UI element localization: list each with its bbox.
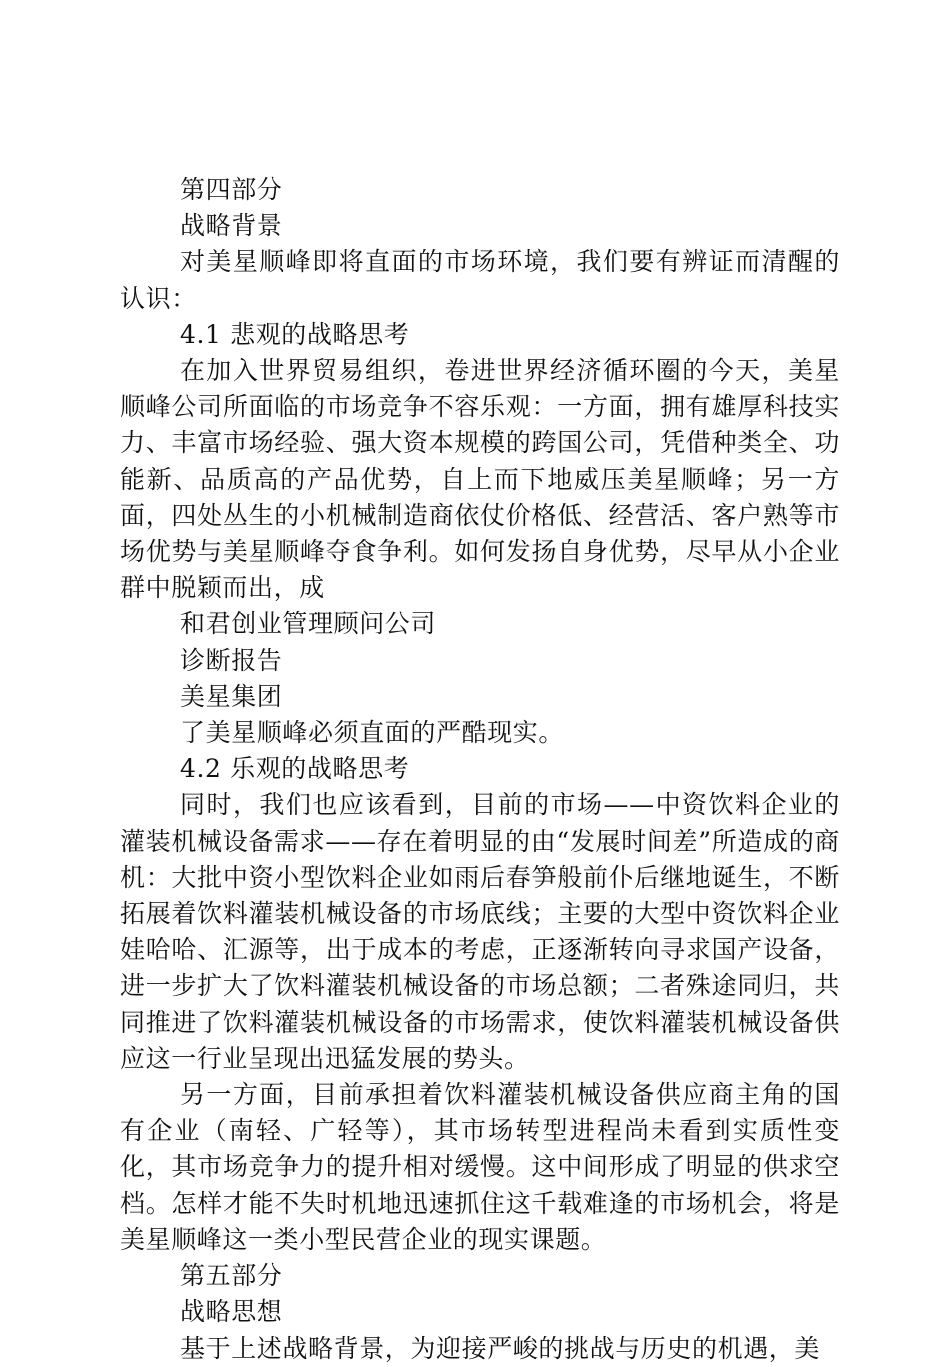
section-4-1-paragraph: 在加入世界贸易组织，卷进世界经济循环圈的今天，美星顺峰公司所面临的市场竞争不容乐观：一方面，拥有雄厚科技实力、丰富市场经验、强大资本规模的跨国公司，凭借种类全、功能新、品质高的产品优势，自上而下地威压美星顺峰；另一方面，四处丛生的小机械制造商依仗价格低、经营活、客户熟等市场优势与美星顺峰夺食争利。如何发扬自身优势，尽早从小企业群中脱颖而出，成 xyxy=(120,356,840,603)
footer-company: 和君创业管理顾问公司 xyxy=(180,609,437,639)
continued-line: 了美星顺峰必须直面的严酷现实。 xyxy=(180,718,565,748)
part5-paragraph: 基于上述战略背景，为迎接严峻的挑战与历史的机遇，美 xyxy=(180,1333,821,1363)
part4-heading: 第四部分 xyxy=(180,175,283,204)
part5-heading: 第五部分 xyxy=(180,1261,283,1291)
intro-paragraph: 对美星顺峰即将直面的市场环境，我们要有辨证而清醒的认识： xyxy=(120,247,840,313)
document-body xyxy=(120,172,840,1367)
footer-report: 诊断报告 xyxy=(180,645,283,675)
part4-title: 战略背景 xyxy=(180,211,283,241)
section-4-2-heading: 4.2 乐观的战略思考 xyxy=(180,754,410,784)
section-4-2-paragraph-2: 另一方面，目前承担着饮料灌装机械设备供应商主角的国有企业（南轻、广轻等），其市场转型进程尚未看到实质性变化，其市场竞争力的提升相对缓慢。这中间形成了明显的供求空档。怎样才能不失时机地迅速抓住这千载难逢的市场机会，将是美星顺峰这一类小型民营企业的现实课题。 xyxy=(120,1080,840,1254)
part5-title: 战略思想 xyxy=(180,1297,283,1327)
section-4-1-heading: 4.1 悲观的战略思考 xyxy=(180,319,410,349)
section-4-2-paragraph-1: 同时，我们也应该看到，目前的市场——中资饮料企业的灌装机械设备需求——存在着明显的由“发展时间差”所造成的商机：大批中资小型饮料企业如雨后春笋般前仆后继地诞生，不断拓展着饮料灌装机械设备的市场底线；主要的大型中资饮料企业娃哈哈、汇源等，出于成本的考虑，正逐渐转向寻求国产设备，进一步扩大了饮料灌装机械设备的市场总额；二者殊途同归，共同推进了饮料灌装机械设备的市场需求，使饮料灌装机械设备供应这一行业呈现出迅猛发展的势头。 xyxy=(120,790,840,1073)
footer-group: 美星集团 xyxy=(180,681,283,711)
